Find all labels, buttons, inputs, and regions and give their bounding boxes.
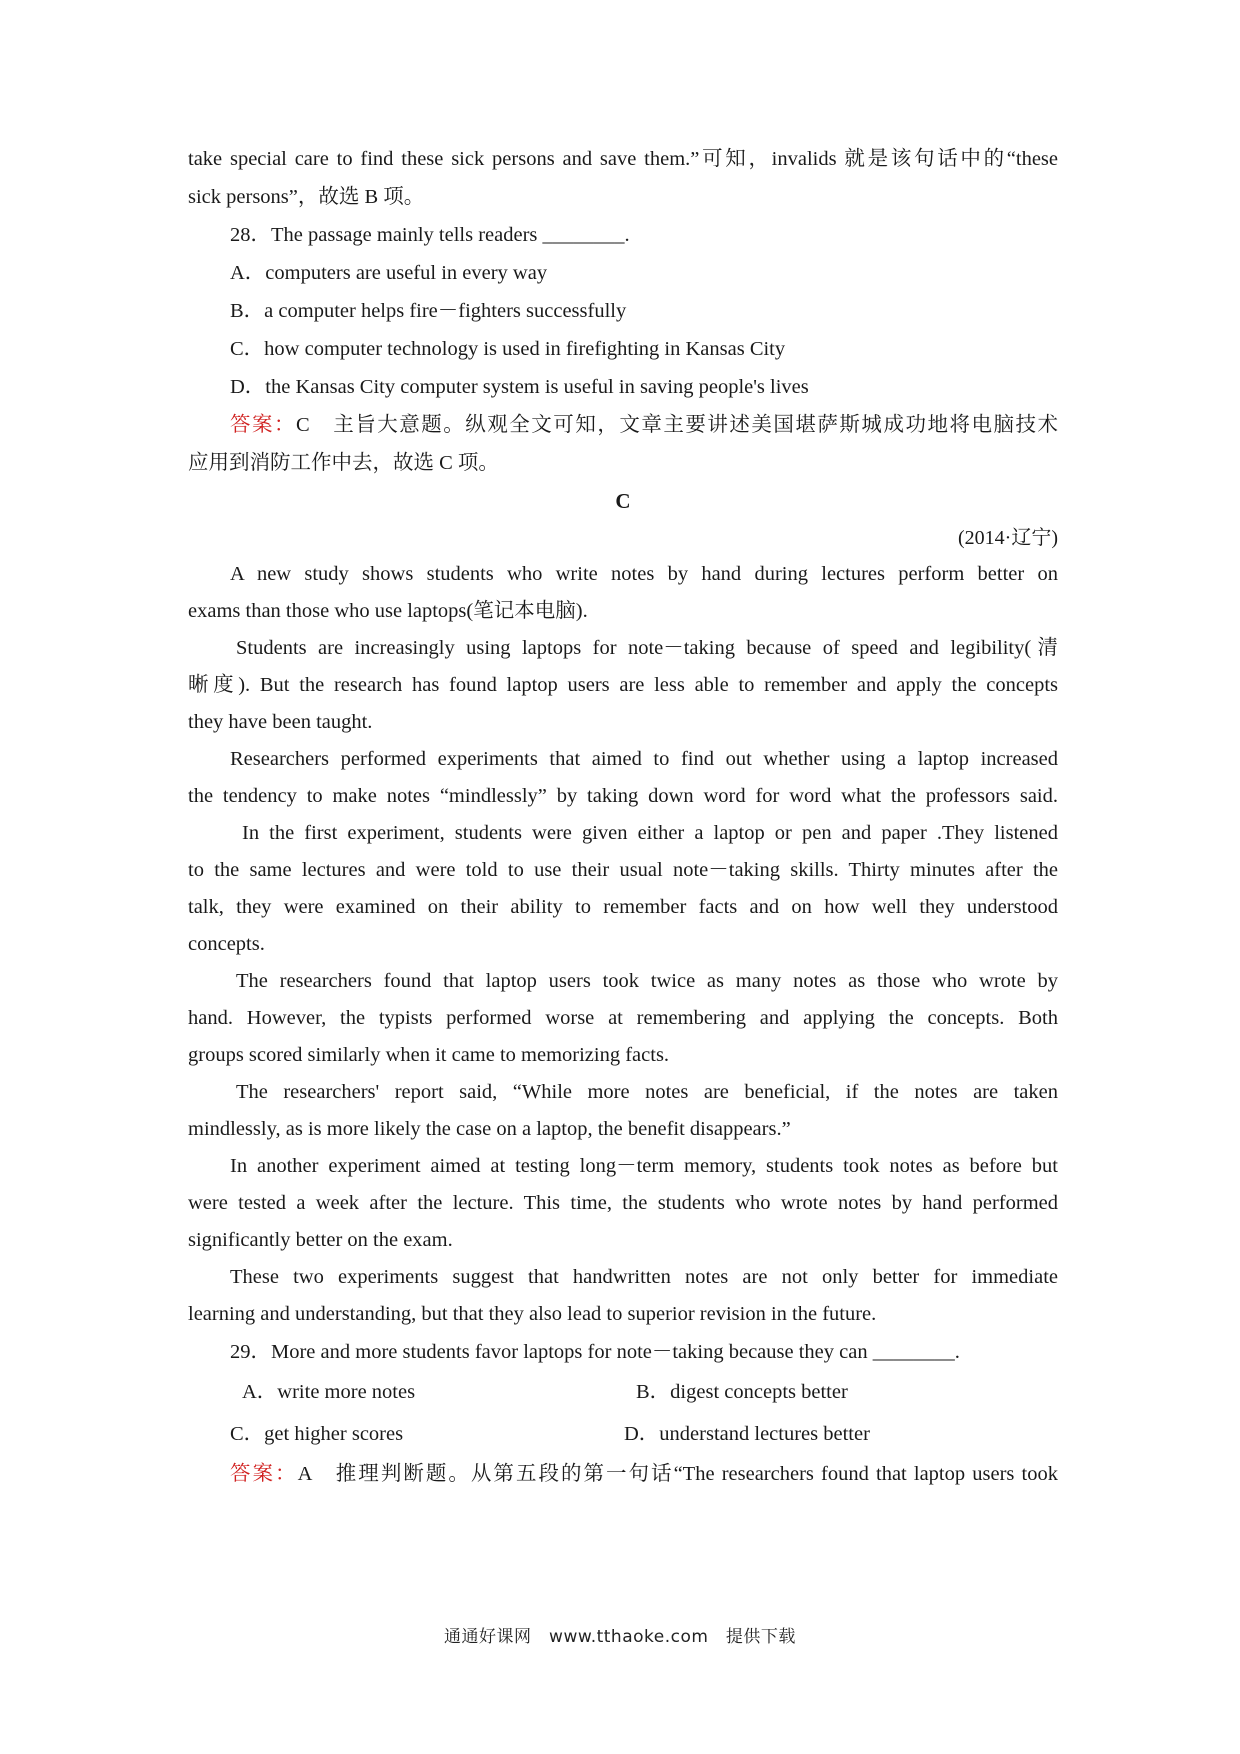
section-letter: C bbox=[615, 489, 631, 513]
section-source: (2014·辽宁) bbox=[958, 527, 1058, 549]
question-29-options-row-2 bbox=[188, 1413, 1058, 1455]
passage-p3-line-2: the tendency to make notes “mindlessly” by taking down word for word what the professors said. bbox=[188, 785, 1058, 807]
question-28-answer-line-1 bbox=[188, 406, 1058, 444]
passage-p1-line-1: A new study shows students who write notes by hand during lectures perform better on bbox=[230, 563, 1058, 585]
passage-p4-line-1: In the first experiment, students were given either a laptop or pen and paper .They listened bbox=[242, 822, 1058, 844]
question-28-option-b: B．a computer helps fire－fighters successfully bbox=[230, 300, 627, 322]
question-29-options-row-1 bbox=[188, 1371, 1058, 1413]
passage-p5-line-3: groups scored similarly when it came to memorizing facts. bbox=[188, 1044, 670, 1066]
question-29-answer-line-1 bbox=[188, 1455, 1058, 1493]
passage-p8-line-2: learning and understanding, but that they also lead to superior revision in the future. bbox=[188, 1303, 877, 1325]
passage-p2-line-2: 晰度). But the research has found laptop users are less able to remember and apply the concepts bbox=[188, 674, 1058, 696]
document-page bbox=[188, 140, 1058, 1493]
question-28-option-a: A．computers are useful in every way bbox=[230, 262, 548, 284]
prev-answer-line-1: take special care to find these sick persons and save them.”可知，invalids 就是该句话中的“these bbox=[188, 148, 1058, 170]
passage-p2-line-1: Students are increasingly using laptops for note－taking because of speed and legibility(清 bbox=[236, 637, 1058, 659]
passage-p8-line-1: These two experiments suggest that handwritten notes are not only better for immediate bbox=[230, 1266, 1058, 1288]
answer-label: 答案： bbox=[230, 414, 297, 436]
passage-p7-line-1: In another experiment aimed at testing long－term memory, students took notes as before but bbox=[230, 1155, 1058, 1177]
question-29-option-a: A．write more notes bbox=[242, 1381, 416, 1403]
question-28-option-c: C．how computer technology is used in firefighting in Kansas City bbox=[230, 338, 786, 360]
passage-p4-line-4: concepts. bbox=[188, 933, 265, 955]
passage-p4-line-2: to the same lectures and were told to use their usual note－taking skills. Thirty minutes after the bbox=[188, 859, 1058, 881]
question-28-answer-line-2: 应用到消防工作中去，故选 C 项。 bbox=[188, 452, 499, 474]
question-28-stem: 28．The passage mainly tells readers ________. bbox=[230, 224, 630, 246]
passage-p6-line-1: The researchers' report said, “While more notes are beneficial, if the notes are taken bbox=[236, 1081, 1058, 1103]
answer-text: C 主旨大意题。纵观全文可知，文章主要讲述美国堪萨斯城成功地将电脑技术 bbox=[296, 414, 1059, 436]
question-28-option-d: D．the Kansas City computer system is useful in saving people's lives bbox=[230, 376, 809, 398]
answer-label: 答案： bbox=[230, 1463, 298, 1485]
passage-p5-line-1: The researchers found that laptop users took twice as many notes as those who wrote by bbox=[236, 970, 1058, 992]
passage-p7-line-3: significantly better on the exam. bbox=[188, 1229, 453, 1251]
passage-p3-line-1: Researchers performed experiments that aimed to find out whether using a laptop increased bbox=[230, 748, 1058, 770]
passage-p1-line-2: exams than those who use laptops(笔记本电脑). bbox=[188, 600, 588, 622]
passage-p4-line-3: talk, they were examined on their ability to remember facts and on how well they understood bbox=[188, 896, 1058, 918]
passage-p2-line-3: they have been taught. bbox=[188, 711, 373, 733]
question-29-option-b: B．digest concepts better bbox=[636, 1381, 848, 1403]
answer-text: A 推理判断题。从第五段的第一句话“The researchers found that laptop users took bbox=[297, 1463, 1058, 1485]
page-footer: 通通好课网 www.tthaoke.com 提供下载 bbox=[444, 1627, 796, 1647]
question-29-stem: 29．More and more students favor laptops for note－taking because they can ________. bbox=[230, 1341, 960, 1363]
passage-p6-line-2: mindlessly, as is more likely the case on a laptop, the benefit disappears.” bbox=[188, 1118, 791, 1140]
passage-p5-line-2: hand. However, the typists performed worse at remembering and applying the concepts. Both bbox=[188, 1007, 1058, 1029]
question-29-option-d: D．understand lectures better bbox=[624, 1423, 870, 1445]
passage bbox=[188, 556, 1058, 1333]
prev-answer-line-2: sick persons”，故选 B 项。 bbox=[188, 186, 425, 208]
question-29-option-c: C．get higher scores bbox=[230, 1423, 404, 1445]
passage-p7-line-2: were tested a week after the lecture. This time, the students who wrote notes by hand performed bbox=[188, 1192, 1058, 1214]
